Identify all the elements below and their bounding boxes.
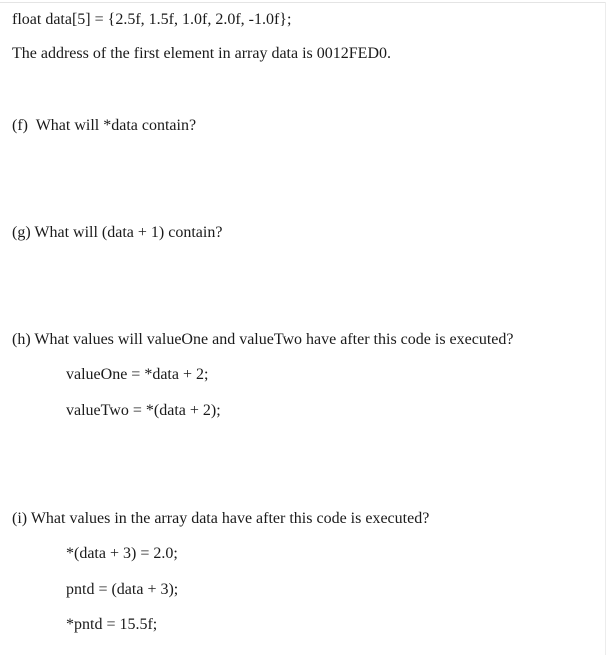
question-i: (i) What values in the array data have after this code is executed? (12, 510, 430, 527)
code-line: *(data + 3) = 2.0; (66, 545, 178, 562)
array-declaration: float data[5] = {2.5f, 1.5f, 1.0f, 2.0f, -1.0f}; (12, 11, 292, 28)
top-divider (0, 2, 606, 3)
address-note: The address of the first element in array data is 0012FED0. (12, 45, 391, 62)
code-line: pntd = (data + 3); (66, 581, 179, 598)
code-line: valueTwo = *(data + 2); (66, 402, 221, 419)
question-h: (h) What values will valueOne and valueTwo have after this code is executed? (12, 331, 514, 348)
question-g: (g) What will (data + 1) contain? (12, 224, 223, 241)
code-line: *pntd = 15.5f; (66, 616, 158, 633)
question-f: (f) What will *data contain? (12, 117, 197, 134)
code-line: valueOne = *data + 2; (66, 366, 209, 383)
